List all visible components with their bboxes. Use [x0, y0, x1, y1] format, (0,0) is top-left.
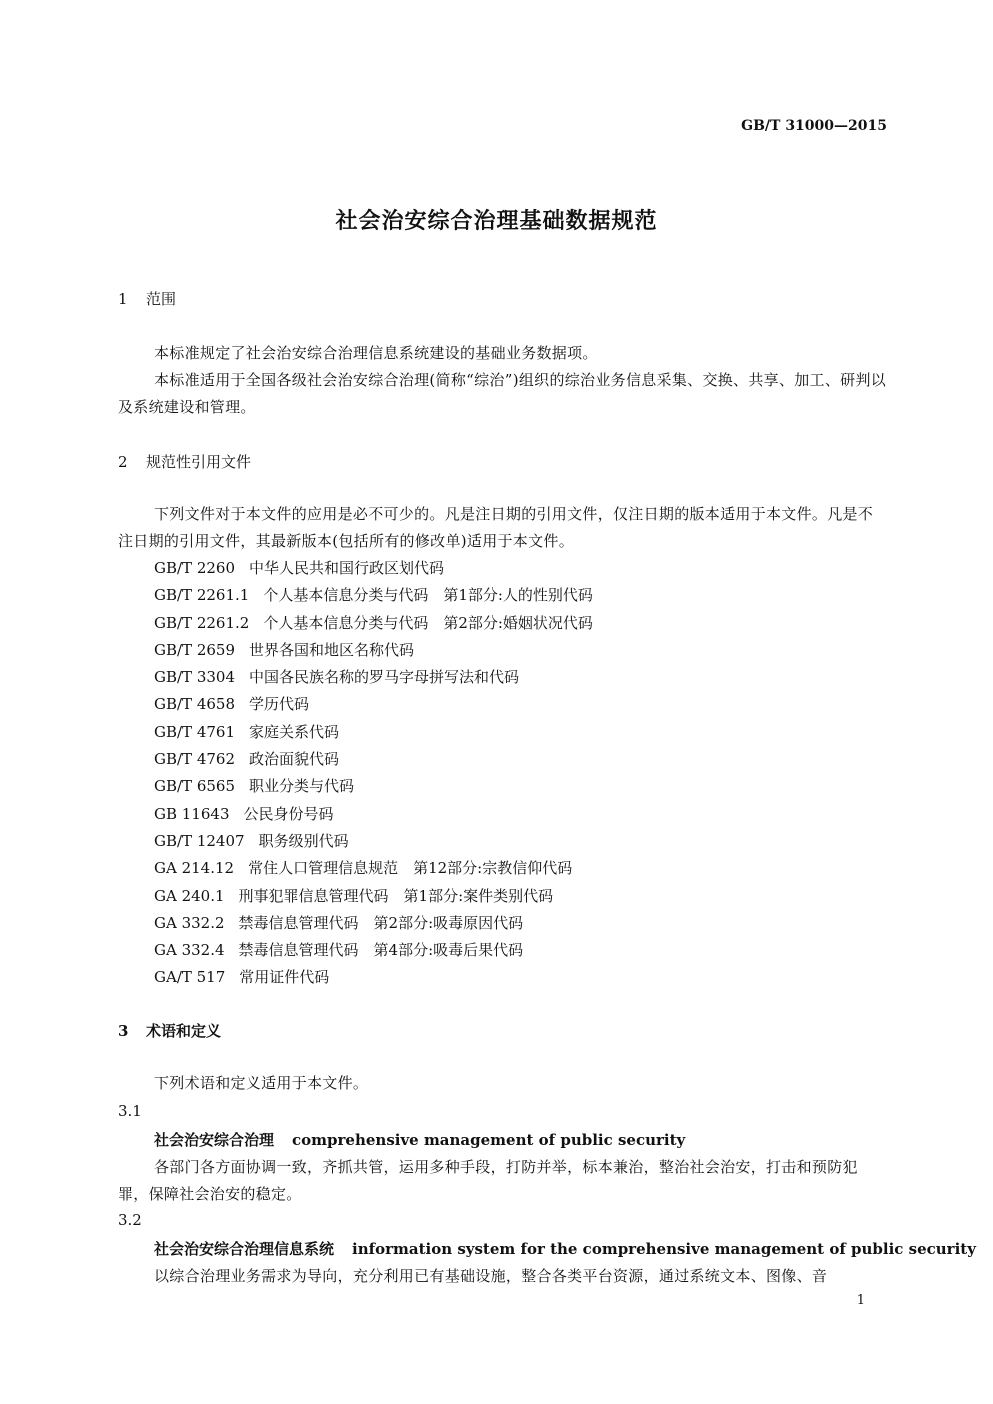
reference-title: 中华人民共和国行政区划代码: [249, 559, 445, 577]
reference-title: 学历代码: [249, 695, 310, 714]
reference-list: [154, 555, 593, 992]
reference-item: [154, 719, 593, 746]
term-3-2-definition: 以综合治理业务需求为导向，充分利用已有基础设施，整合各类平台资源，通过系统文本、图像、音: [154, 1267, 828, 1285]
section-number: 1: [118, 290, 128, 308]
section-1-heading: [118, 288, 176, 309]
scope-paragraph-2: 本标准适用于全国各级社会治安综合治理(简称“综治”)组织的综治业务信息采集、交换、共享、加工、研判以及系统建设和管理。: [118, 371, 887, 416]
clause-number-3-2: 3.2: [118, 1211, 142, 1229]
reference-item: [154, 937, 593, 964]
term-en: information system for the comprehensive management of public security: [352, 1240, 976, 1258]
section-title: 术语和定义: [146, 1022, 222, 1040]
reference-title: 政治面貌代码: [249, 750, 340, 769]
reference-title: 禁毒信息管理代码 第4部分:吸毒后果代码: [238, 941, 524, 960]
reference-title: 个人基本信息分类与代码 第1部分:人的性别代码: [263, 586, 593, 605]
reference-code: GA/T 517: [154, 968, 226, 987]
term-3-1: [154, 1129, 685, 1150]
reference-item: [154, 910, 593, 937]
term-3-1-definition: 各部门各方面协调一致，齐抓共管，运用多种手段，打防并举，标本兼治，整治社会治安，打击和预防犯罪，保障社会治安的稳定。: [118, 1158, 858, 1203]
section-title: 规范性引用文件: [146, 453, 252, 471]
reference-item: [154, 828, 593, 855]
reference-code: GB/T 2659: [154, 640, 236, 659]
reference-code: GB/T 4658: [154, 695, 236, 714]
reference-item: [154, 746, 593, 773]
reference-title: 禁毒信息管理代码 第2部分:吸毒原因代码: [238, 913, 524, 932]
section-number: 2: [118, 453, 128, 471]
reference-code: GB/T 2260: [154, 559, 236, 577]
term-en: comprehensive management of public security: [292, 1131, 686, 1149]
page-title: 社会治安综合治理基础数据规范: [335, 209, 658, 234]
reference-title: 中国各民族名称的罗马字母拼写法和代码: [249, 668, 520, 687]
reference-item: [154, 773, 593, 800]
reference-code: GB/T 4761: [154, 722, 236, 741]
reference-code: GB/T 4762: [154, 750, 236, 769]
term-zh: 社会治安综合治理: [154, 1131, 275, 1149]
reference-code: GA 240.1: [154, 886, 225, 905]
reference-code: GB/T 2261.2: [154, 613, 250, 632]
clause-number-3-1: 3.1: [118, 1102, 142, 1120]
section-3-heading: [118, 1020, 221, 1041]
reference-title: 常用证件代码: [239, 968, 330, 987]
terms-intro: 下列术语和定义适用于本文件。: [154, 1074, 369, 1092]
reference-item: [154, 610, 593, 637]
reference-code: GA 332.2: [154, 913, 225, 932]
reference-item: [154, 883, 593, 910]
section-number: 3: [118, 1022, 129, 1040]
reference-code: GB/T 2261.1: [154, 586, 250, 605]
reference-title: 世界各国和地区名称代码: [249, 640, 415, 659]
reference-title: 个人基本信息分类与代码 第2部分:婚姻状况代码: [263, 613, 593, 632]
reference-title: 职务级别代码: [258, 831, 349, 850]
reference-item: [154, 582, 593, 609]
reference-item: [154, 855, 593, 882]
reference-item: [154, 637, 593, 664]
reference-item: [154, 691, 593, 718]
section-title: 范围: [146, 290, 177, 308]
reference-item: [154, 664, 593, 691]
reference-code: GB/T 12407: [154, 831, 245, 850]
reference-title: 常住人口管理信息规范 第12部分:宗教信仰代码: [248, 859, 573, 878]
reference-item: [154, 555, 593, 582]
reference-item: [154, 801, 593, 828]
reference-code: GA 214.12: [154, 859, 235, 878]
reference-title: 家庭关系代码: [249, 722, 340, 741]
page-number: 1: [856, 1293, 865, 1308]
section-2-heading: [118, 451, 251, 472]
scope-paragraph-1: 本标准规定了社会治安综合治理信息系统建设的基础业务数据项。: [154, 344, 598, 362]
reference-title: 刑事犯罪信息管理代码 第1部分:案件类别代码: [238, 886, 554, 905]
normative-intro: 下列文件对于本文件的应用是必不可少的。凡是注日期的引用文件，仅注日期的版本适用于本文件。凡是不注日期的引用文件，其最新版本(包括所有的修改单)适用于本文件。: [118, 505, 874, 550]
reference-code: GB 11643: [154, 804, 230, 823]
reference-title: 公民身份号码: [243, 804, 334, 823]
reference-item: [154, 964, 593, 991]
document-code: GB/T 31000—2015: [741, 118, 887, 134]
reference-code: GA 332.4: [154, 941, 225, 960]
reference-code: GB/T 3304: [154, 668, 236, 687]
term-3-2: [154, 1238, 976, 1259]
reference-code: GB/T 6565: [154, 777, 236, 796]
term-zh: 社会治安综合治理信息系统: [154, 1240, 335, 1258]
reference-title: 职业分类与代码: [249, 777, 355, 796]
